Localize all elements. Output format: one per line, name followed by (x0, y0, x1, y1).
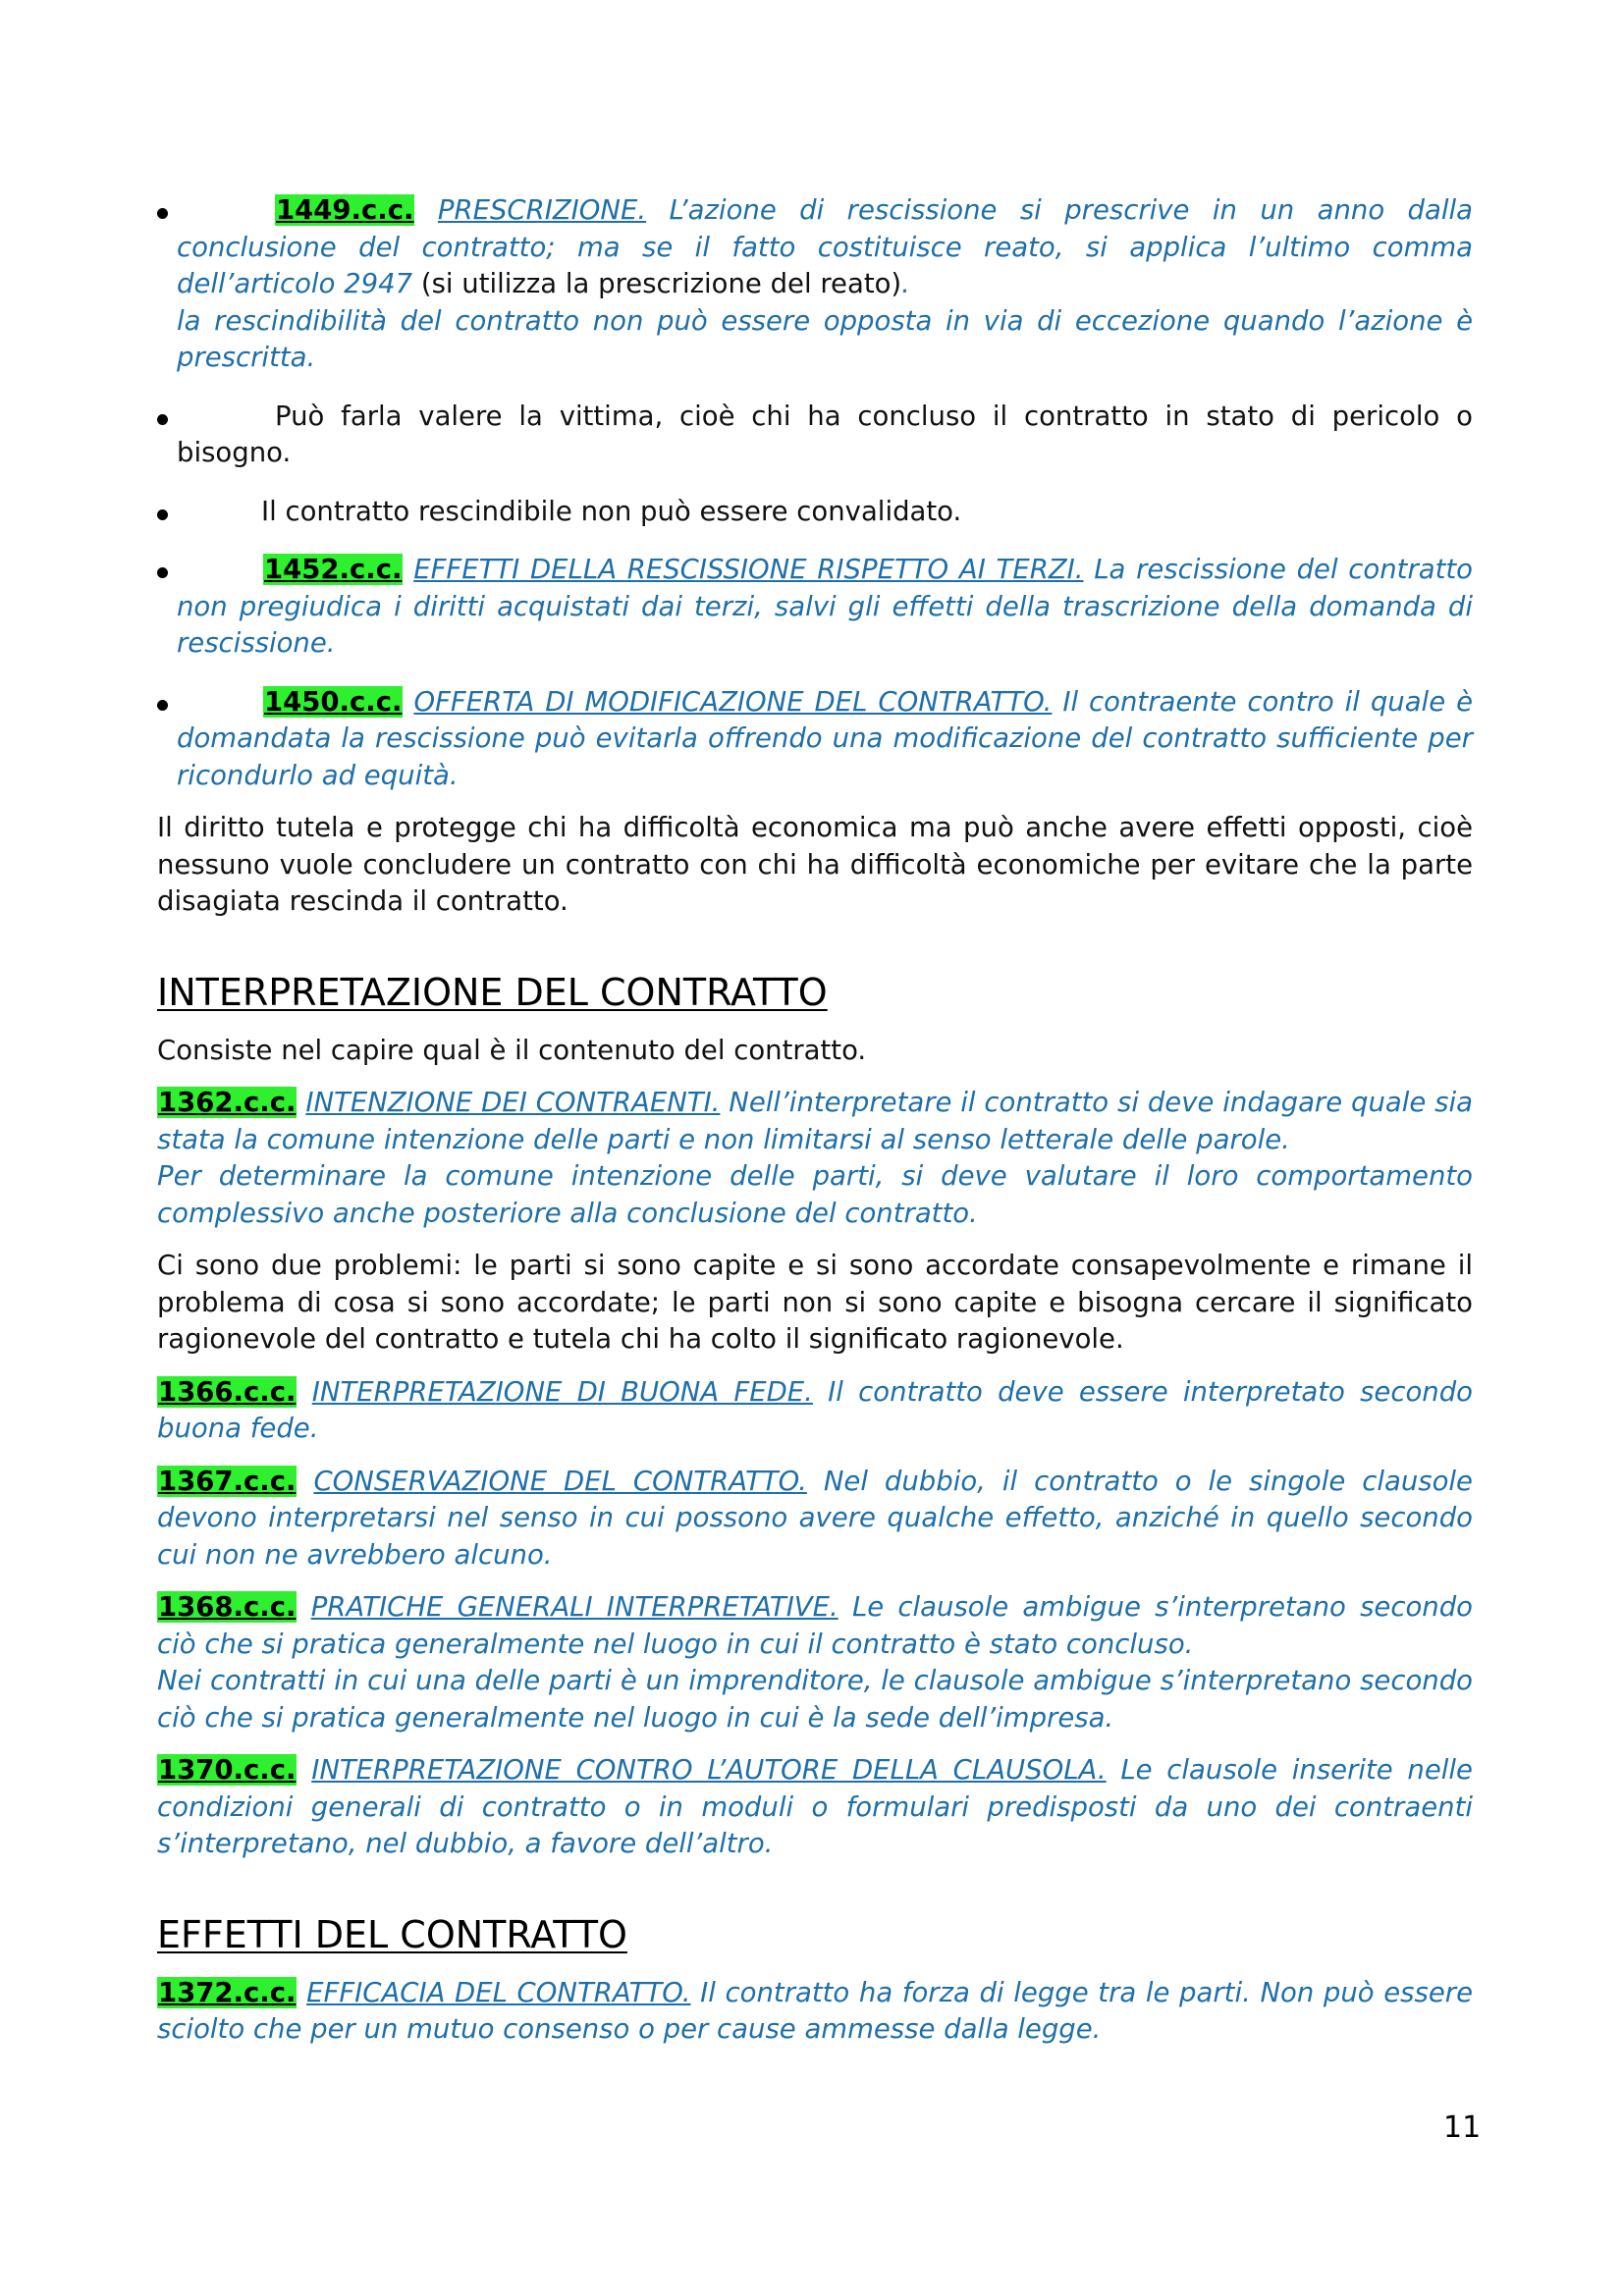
bullet-vittima (157, 399, 1473, 472)
article-title: EFFICACIA DEL CONTRATTO. (306, 1976, 691, 2008)
section-heading-effetti: EFFETTI DEL CONTRATTO (157, 1912, 627, 1956)
bullet-dot (157, 208, 168, 219)
article-tag: 1372.c.c. (158, 1976, 297, 2008)
bullet-1449 (157, 192, 1473, 377)
bullet-dot (157, 567, 168, 578)
article-1372 (157, 1975, 1473, 2049)
page-number: 11 (1443, 2110, 1482, 2145)
article-1362 (157, 1085, 1473, 1232)
article-text: La rescissione del contratto non pregiudica i diritti acquistati dai terzi, salvi gli effetti della trascrizione della domanda di rescissione. (177, 554, 1474, 659)
article-text: Nel dubbio, il contratto o le singole clausole devono interpretarsi nel senso in cui possono avere qualche effetto, anziché in quello secondo cui non ne avrebbero alcuno. (157, 1465, 1473, 1571)
article-tag: 1362.c.c. (158, 1087, 297, 1118)
article-tag: 1368.c.c. (158, 1591, 297, 1623)
article-title: INTENZIONE DEI CONTRAENTI. (305, 1087, 721, 1118)
article-tag: 1449.c.c. (276, 194, 414, 226)
article-text: L’azione di rescissione si prescrive in un anno dalla conclusione del contratto; ma se il fatto costituisce reato, si applica l’ultimo comma dell’articolo 2947 (177, 194, 1473, 299)
article-1370 (157, 1752, 1473, 1863)
section-intro: Consiste nel capire qual è il contenuto del contratto. (157, 1034, 867, 1066)
paragraph-diritto: Il diritto tutela e protegge chi ha difficoltà economica ma può anche avere effetti opposti, cioè nessuno vuole concludere un contratto con chi ha difficoltà economiche per evitare che la parte disagiata rescinda il contratto. (157, 812, 1473, 917)
article-text-extra: Nei contratti in cui una delle parti è un imprenditore, le clausole ambigue s’interpretano secondo ciò che si pratica generalmente nel luogo in cui è la sede dell’impresa. (157, 1665, 1473, 1734)
article-tag: 1450.c.c. (264, 685, 403, 718)
article-note: (si utilizza la prescrizione del reato) (412, 268, 902, 299)
article-tag: 1366.c.c. (158, 1375, 297, 1408)
bullet-dot (157, 700, 168, 711)
section-heading-interpretazione: INTERPRETAZIONE DEL CONTRATTO (157, 970, 828, 1014)
article-1367 (157, 1464, 1473, 1575)
bullet-dot (157, 414, 168, 425)
article-period: . (901, 268, 910, 299)
article-tag: 1367.c.c. (158, 1465, 297, 1497)
article-text: Il contratto deve essere interpretato secondo buona fede. (157, 1375, 1473, 1444)
article-title: CONSERVAZIONE DEL CONTRATTO. (313, 1465, 807, 1497)
article-tag: 1370.c.c. (158, 1754, 297, 1786)
article-title: EFFETTI DELLA RESCISSIONE RISPETTO AI TERZI. (413, 554, 1084, 585)
article-title: INTERPRETAZIONE DI BUONA FEDE. (311, 1375, 813, 1408)
article-text: Il contraente contro il quale è domandata la rescissione può evitarla offrendo una modificazione del contratto sufficiente per ricondurlo ad equità. (177, 685, 1473, 791)
article-tag: 1452.c.c. (264, 554, 403, 585)
article-1366 (157, 1374, 1473, 1448)
bullet-text: Può farla valere la vittima, cioè chi ha concluso il contratto in stato di pericolo o bisogno. (177, 400, 1473, 468)
bullet-1450 (157, 684, 1473, 795)
article-text: Nell’interpretare il contratto si deve indagare quale sia stata la comune intenzione delle parti e non limitarsi al senso letterale delle parole. (157, 1087, 1473, 1155)
article-text: Le clausole inserite nelle condizioni generali di contratto o in moduli o formulari predisposti da uno dei contraenti s’interpretano, nel dubbio, a favore dell’altro. (157, 1754, 1473, 1859)
article-text-extra: la rescindibilità del contratto non può essere opposta in via di eccezione quando l’azione è prescritta. (177, 304, 1473, 373)
article-text-extra: Per determinare la comune intenzione delle parti, si deve valutare il loro comportamento complessivo anche posteriore alla conclusione del contratto. (157, 1160, 1473, 1229)
document-page (157, 192, 1473, 2049)
bullet-dot (157, 509, 168, 520)
article-text: Le clausole ambigue s’interpretano secondo ciò che si pratica generalmente nel luogo in cui il contratto è stato concluso. (157, 1591, 1473, 1660)
article-title: PRATICHE GENERALI INTERPRETATIVE. (310, 1591, 839, 1623)
article-title: INTERPRETAZIONE CONTRO L’AUTORE DELLA CLAUSOLA. (311, 1754, 1107, 1786)
paragraph-problemi: Ci sono due problemi: le parti si sono capite e si sono accordate consapevolmente e rimane il problema di cosa si sono accordate; le parti non si sono capite e bisogna cercare il significato ragionevole del contratto e tutela chi ha colto il significato ragionevole. (157, 1250, 1473, 1355)
article-title: PRESCRIZIONE. (437, 194, 647, 226)
article-text: Il contratto ha forza di legge tra le parti. Non può essere sciolto che per un mutuo consenso o per cause ammesse dalla legge. (157, 1976, 1473, 2045)
article-1368 (157, 1589, 1473, 1736)
bullet-1452 (157, 552, 1473, 663)
bullet-text: Il contratto rescindibile non può essere convalidato. (261, 495, 962, 527)
article-title: OFFERTA DI MODIFICAZIONE DEL CONTRATTO. (413, 685, 1053, 718)
bullet-convalida (157, 494, 1473, 531)
